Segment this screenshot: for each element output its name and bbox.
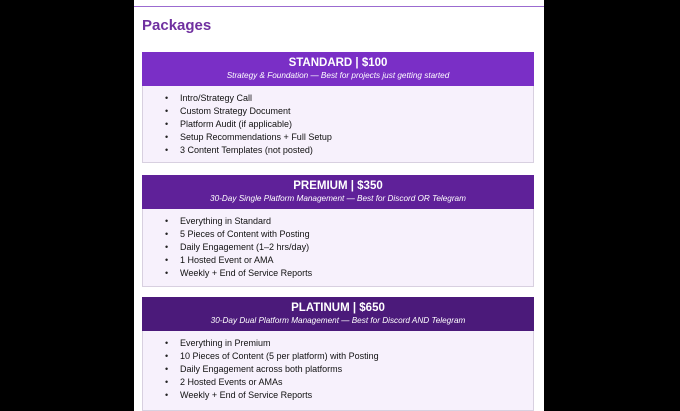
- list-item: • Daily Engagement (1–2 hrs/day): [180, 241, 533, 254]
- list-item: • Everything in Premium: [180, 337, 533, 350]
- list-item: • Daily Engagement across both platforms: [180, 363, 533, 376]
- package-subtitle: 30-Day Single Platform Management — Best for Discord OR Telegram: [210, 194, 466, 203]
- list-item: • 1 Hosted Event or AMA: [180, 254, 533, 267]
- list-item: • Intro/Strategy Call: [180, 92, 533, 105]
- package-body: [142, 331, 534, 411]
- package-header: [142, 175, 534, 209]
- top-divider: [134, 6, 544, 7]
- list-item: • Weekly + End of Service Reports: [180, 389, 533, 402]
- feature-list: [143, 86, 533, 157]
- list-item: • Weekly + End of Service Reports: [180, 267, 533, 280]
- list-item: • 10 Pieces of Content (5 per platform) with Posting: [180, 350, 533, 363]
- package-body: [142, 86, 534, 163]
- package-name: STANDARD | $100: [288, 57, 388, 69]
- package-name: PREMIUM | $350: [293, 180, 383, 192]
- list-item: • 2 Hosted Events or AMAs: [180, 376, 533, 389]
- list-item: • Platform Audit (if applicable): [180, 118, 533, 131]
- package-subtitle: 30-Day Dual Platform Management — Best for Discord AND Telegram: [210, 316, 466, 325]
- list-item: • 3 Content Templates (not posted): [180, 144, 533, 157]
- package-premium: [142, 175, 534, 287]
- package-standard: [142, 52, 534, 163]
- package-header: [142, 297, 534, 331]
- list-item: • Everything in Standard: [180, 215, 533, 228]
- feature-list: [143, 209, 533, 280]
- package-platinum: [142, 297, 534, 411]
- list-item: • Setup Recommendations + Full Setup: [180, 131, 533, 144]
- package-subtitle: Strategy & Foundation — Best for projects just getting started: [226, 71, 450, 80]
- list-item: • 5 Pieces of Content with Posting: [180, 228, 533, 241]
- document-page: [134, 0, 544, 411]
- section-title: Packages: [142, 17, 212, 34]
- list-item: • Custom Strategy Document: [180, 105, 533, 118]
- package-name: PLATINUM | $650: [291, 302, 385, 314]
- package-header: [142, 52, 534, 86]
- package-body: [142, 209, 534, 287]
- feature-list: [143, 331, 533, 402]
